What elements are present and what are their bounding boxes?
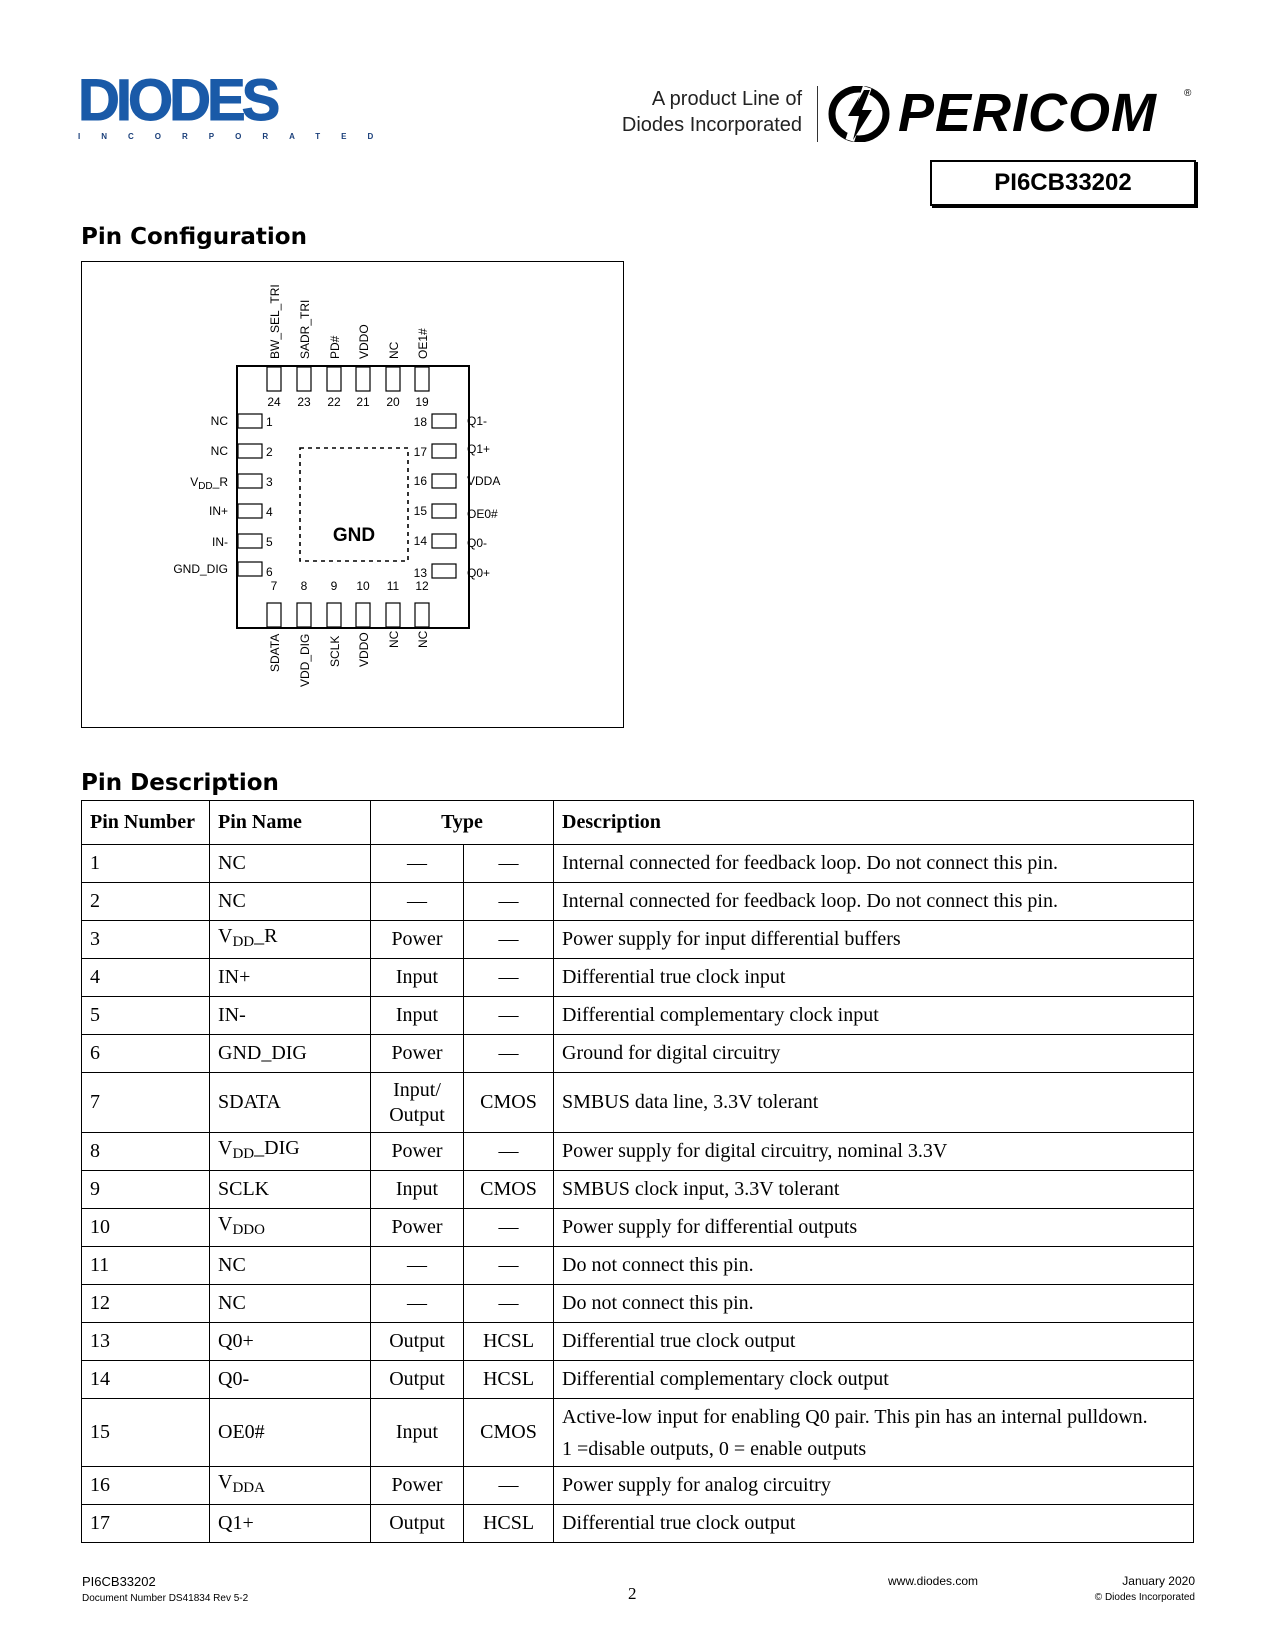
footer-page-number: 2 (628, 1584, 637, 1603)
left-pin-5 (212, 534, 273, 549)
type-cell: Input (371, 1171, 464, 1209)
ground-pad-label: GND (332, 525, 376, 546)
description-cell: Power supply for analog circuitry (554, 1467, 1194, 1505)
footer-website: www.diodes.com (888, 1574, 979, 1588)
table-row (82, 1035, 1194, 1073)
signal-type-cell: — (464, 1467, 554, 1505)
column-header-description: Description (554, 801, 1194, 845)
type-cell: — (371, 1285, 464, 1323)
pin-number: 23 (297, 395, 311, 409)
type-cell: Output (371, 1505, 464, 1543)
pin-number: 22 (327, 395, 341, 409)
type-cell: — (371, 1247, 464, 1285)
pin-name: NC (387, 341, 401, 359)
right-pin-17 (414, 442, 490, 459)
pin-name: SADR_TRI (298, 299, 312, 359)
signal-type-cell: — (464, 1035, 554, 1073)
pin-name: Q1+ (467, 442, 491, 456)
type-cell: Power (371, 1209, 464, 1247)
product-line-text-1: A product Line of (651, 88, 802, 110)
pin-name: Q1- (467, 414, 488, 428)
pin-number: 9 (330, 579, 338, 593)
type-cell: Output (371, 1323, 464, 1361)
pin-name-cell: GND_DIG (210, 1035, 371, 1073)
signal-type-cell: CMOS (464, 1073, 554, 1133)
pin-name-cell: Q0+ (210, 1323, 371, 1361)
footer-part-number: PI6CB33202 (82, 1574, 156, 1589)
pin-number: 18 (413, 415, 427, 429)
pin-name-cell: IN- (210, 997, 371, 1035)
pin-number-cell: 12 (82, 1285, 210, 1323)
table-row (82, 1361, 1194, 1399)
pin-number-cell: 8 (82, 1133, 210, 1171)
pin-number: 7 (270, 579, 278, 593)
pin-name: BW_SEL_TRI (268, 284, 282, 359)
footer-date: January 2020 (1122, 1574, 1195, 1588)
pin-name: OE0# (467, 507, 498, 521)
left-pin-4 (209, 504, 273, 519)
pin-name: SCLK (328, 635, 342, 667)
description-cell: Differential complementary clock input (554, 997, 1194, 1035)
pericom-emblem-icon (828, 86, 890, 142)
table-row (82, 959, 1194, 997)
pin-number-cell: 3 (82, 921, 210, 959)
column-header-pin-name: Pin Name (210, 801, 371, 845)
table-row (82, 1467, 1194, 1505)
pin-number-cell: 7 (82, 1073, 210, 1133)
description-cell: Internal connected for feedback loop. Do not connect this pin. (554, 845, 1194, 883)
pin-number: 6 (266, 565, 273, 579)
description-cell: Do not connect this pin. (554, 1247, 1194, 1285)
table-header-row (82, 801, 1194, 845)
pin-name: $V_{DD}\_R$ (190, 475, 228, 492)
table-row (82, 1209, 1194, 1247)
pin-number: 21 (356, 395, 370, 409)
type-cell: — (371, 845, 464, 883)
type-cell: Output (371, 1361, 464, 1399)
pin-name-cell: $V_{DDO}$ (210, 1209, 371, 1247)
pin-name: VDDA (467, 474, 501, 488)
pin-name: VDDO (357, 324, 371, 359)
right-pin-14 (414, 534, 487, 550)
type-cell: Input (371, 997, 464, 1035)
description-cell: Power supply for input differential buffers (554, 921, 1194, 959)
type-cell: Input (371, 959, 464, 997)
registered-mark: ® (1184, 88, 1192, 99)
description-cell: Differential true clock output (554, 1505, 1194, 1543)
bottom-pin-8 (297, 579, 312, 687)
table-row (82, 997, 1194, 1035)
top-pin-19 (415, 328, 430, 409)
top-pin-20 (386, 341, 401, 409)
type-cell: Power (371, 921, 464, 959)
product-line-caption (622, 86, 802, 138)
pericom-logo-text: PERICOM (898, 83, 1158, 143)
pin-number-cell: 15 (82, 1399, 210, 1467)
pin-number: 13 (413, 566, 427, 580)
pin-name: Q0+ (467, 566, 491, 580)
type-cell: — (371, 883, 464, 921)
pin-number: 11 (386, 579, 400, 593)
table-row (82, 1399, 1194, 1467)
pin-number: 20 (386, 395, 400, 409)
right-pin-15 (414, 504, 498, 521)
top-pin-21 (356, 324, 371, 409)
pin-number: 16 (413, 474, 427, 488)
description-cell: Active-low input for enabling Q0 pair. This pin has an internal pulldown. 1 =disable outputs, 0 = enable outputs (554, 1399, 1194, 1467)
signal-type-cell: — (464, 921, 554, 959)
table-row (82, 845, 1194, 883)
pin-number-cell: 16 (82, 1467, 210, 1505)
right-pin-18 (414, 414, 487, 429)
pin-number-cell: 10 (82, 1209, 210, 1247)
pin-name: NC (416, 630, 430, 648)
pin-number: 3 (266, 475, 273, 489)
signal-type-cell: CMOS (464, 1171, 554, 1209)
pin-number: 17 (413, 445, 427, 459)
pin-configuration-heading: Pin Configuration (81, 224, 307, 250)
pin-name-cell: $V_{DD}\_DIG$ (210, 1133, 371, 1171)
pin-name: VDD_DIG (298, 633, 312, 687)
header-divider (817, 86, 818, 142)
table-row (82, 1285, 1194, 1323)
pin-number: 15 (413, 504, 427, 518)
bottom-pin-7 (267, 579, 282, 672)
right-pin-13 (414, 564, 490, 580)
description-cell: Ground for digital circuitry (554, 1035, 1194, 1073)
signal-type-cell: — (464, 1285, 554, 1323)
bottom-pin-9 (327, 579, 342, 667)
table-row (82, 1323, 1194, 1361)
pin-number: 12 (415, 579, 429, 593)
pin-number-cell: 11 (82, 1247, 210, 1285)
diodes-logo (78, 68, 395, 142)
pin-name-cell: Q1+ (210, 1505, 371, 1543)
pin-number: 4 (266, 505, 273, 519)
signal-type-cell: — (464, 845, 554, 883)
type-cell: Power (371, 1467, 464, 1505)
bottom-pin-10 (356, 579, 371, 667)
type-cell: Input (371, 1399, 464, 1467)
pin-description-table (81, 800, 1194, 1543)
description-cell: Internal connected for feedback loop. Do not connect this pin. (554, 883, 1194, 921)
pin-name-cell: NC (210, 1285, 371, 1323)
signal-type-cell: — (464, 1247, 554, 1285)
signal-type-cell: CMOS (464, 1399, 554, 1467)
pin-number-cell: 13 (82, 1323, 210, 1361)
table-row (82, 1133, 1194, 1171)
type-cell: Input/ Output (371, 1073, 464, 1133)
pin-name: GND_DIG (173, 562, 228, 576)
pin-configuration-diagram (81, 261, 624, 728)
column-header-pin-number: Pin Number (82, 801, 210, 845)
pin-name-cell: NC (210, 845, 371, 883)
pin-name-cell: NC (210, 883, 371, 921)
pericom-logo (828, 82, 1192, 144)
pin-name: Q0- (467, 536, 488, 550)
pin-name-cell: $V_{DDA}$ (210, 1467, 371, 1505)
pin-name-cell: OE0# (210, 1399, 371, 1467)
pin-number: 19 (415, 395, 429, 409)
pin-name: IN+ (208, 504, 228, 518)
diodes-logo-subtext: INCORPORATED (78, 132, 395, 141)
pin-name: SDATA (268, 633, 282, 672)
table-row (82, 1247, 1194, 1285)
pin-number-cell: 6 (82, 1035, 210, 1073)
table-row (82, 1073, 1194, 1133)
pin-name-cell: Q0- (210, 1361, 371, 1399)
description-cell: SMBUS clock input, 3.3V tolerant (554, 1171, 1194, 1209)
pin-name: NC (210, 414, 228, 428)
bottom-pin-12 (415, 579, 430, 648)
pin-number: 1 (266, 415, 273, 429)
pin-number-cell: 9 (82, 1171, 210, 1209)
column-header-type: Type (371, 801, 554, 845)
footer-document-number: Document Number DS41834 Rev 5-2 (82, 1593, 249, 1604)
signal-type-cell: — (464, 959, 554, 997)
bottom-pin-11 (386, 579, 401, 648)
signal-type-cell: HCSL (464, 1323, 554, 1361)
footer-copyright: © Diodes Incorporated (1094, 1592, 1195, 1603)
pin-number-cell: 1 (82, 845, 210, 883)
pin-number: 14 (413, 534, 427, 548)
pin-name-cell: IN+ (210, 959, 371, 997)
pin-number: 8 (300, 579, 308, 593)
signal-type-cell: — (464, 997, 554, 1035)
pin-name: VDDO (357, 632, 371, 667)
left-pin-2 (211, 444, 273, 459)
description-cell: Differential true clock input (554, 959, 1194, 997)
pin-number-cell: 5 (82, 997, 210, 1035)
top-pin-22 (327, 335, 342, 409)
pin-name-cell: SCLK (210, 1171, 371, 1209)
right-pin-16 (414, 474, 501, 488)
left-pin-6 (173, 562, 273, 579)
top-pin-24 (267, 284, 282, 409)
signal-type-cell: HCSL (464, 1505, 554, 1543)
pin-number: 24 (267, 395, 281, 409)
part-number-box: PI6CB33202 (930, 160, 1196, 206)
pinout-svg (82, 262, 623, 727)
table-row (82, 883, 1194, 921)
description-cell: Differential complementary clock output (554, 1361, 1194, 1399)
type-cell: Power (371, 1133, 464, 1171)
description-cell: Power supply for differential outputs (554, 1209, 1194, 1247)
pin-number: 10 (356, 579, 370, 593)
pin-number-cell: 17 (82, 1505, 210, 1543)
pin-number-cell: 2 (82, 883, 210, 921)
description-cell: Do not connect this pin. (554, 1285, 1194, 1323)
pin-name-cell: NC (210, 1247, 371, 1285)
pin-number-cell: 4 (82, 959, 210, 997)
description-cell: Differential true clock output (554, 1323, 1194, 1361)
pin-name-cell: SDATA (210, 1073, 371, 1133)
table-row (82, 1171, 1194, 1209)
pin-name: NC (387, 630, 401, 648)
pin-name: NC (210, 444, 228, 458)
pin-name: PD# (328, 335, 342, 359)
pin-number: 2 (266, 445, 273, 459)
pin-number-cell: 14 (82, 1361, 210, 1399)
table-row (82, 921, 1194, 959)
top-pin-23 (297, 300, 312, 409)
signal-type-cell: — (464, 883, 554, 921)
left-pin-3 (190, 474, 273, 492)
description-cell: SMBUS data line, 3.3V tolerant (554, 1073, 1194, 1133)
type-cell: Power (371, 1035, 464, 1073)
pin-number: 5 (266, 535, 273, 549)
left-pin-1 (211, 414, 273, 429)
pin-name: IN- (212, 535, 228, 549)
signal-type-cell: — (464, 1133, 554, 1171)
pin-name: OE1# (416, 328, 430, 359)
signal-type-cell: HCSL (464, 1361, 554, 1399)
table-row (82, 1505, 1194, 1543)
pin-name-cell: $V_{DD}\_R$ (210, 921, 371, 959)
diodes-logo-text: DIODES (78, 68, 277, 133)
pin-description-heading: Pin Description (81, 770, 279, 796)
description-cell: Power supply for digital circuitry, nominal 3.3V (554, 1133, 1194, 1171)
product-line-text-2: Diodes Incorporated (621, 114, 802, 136)
signal-type-cell: — (464, 1209, 554, 1247)
